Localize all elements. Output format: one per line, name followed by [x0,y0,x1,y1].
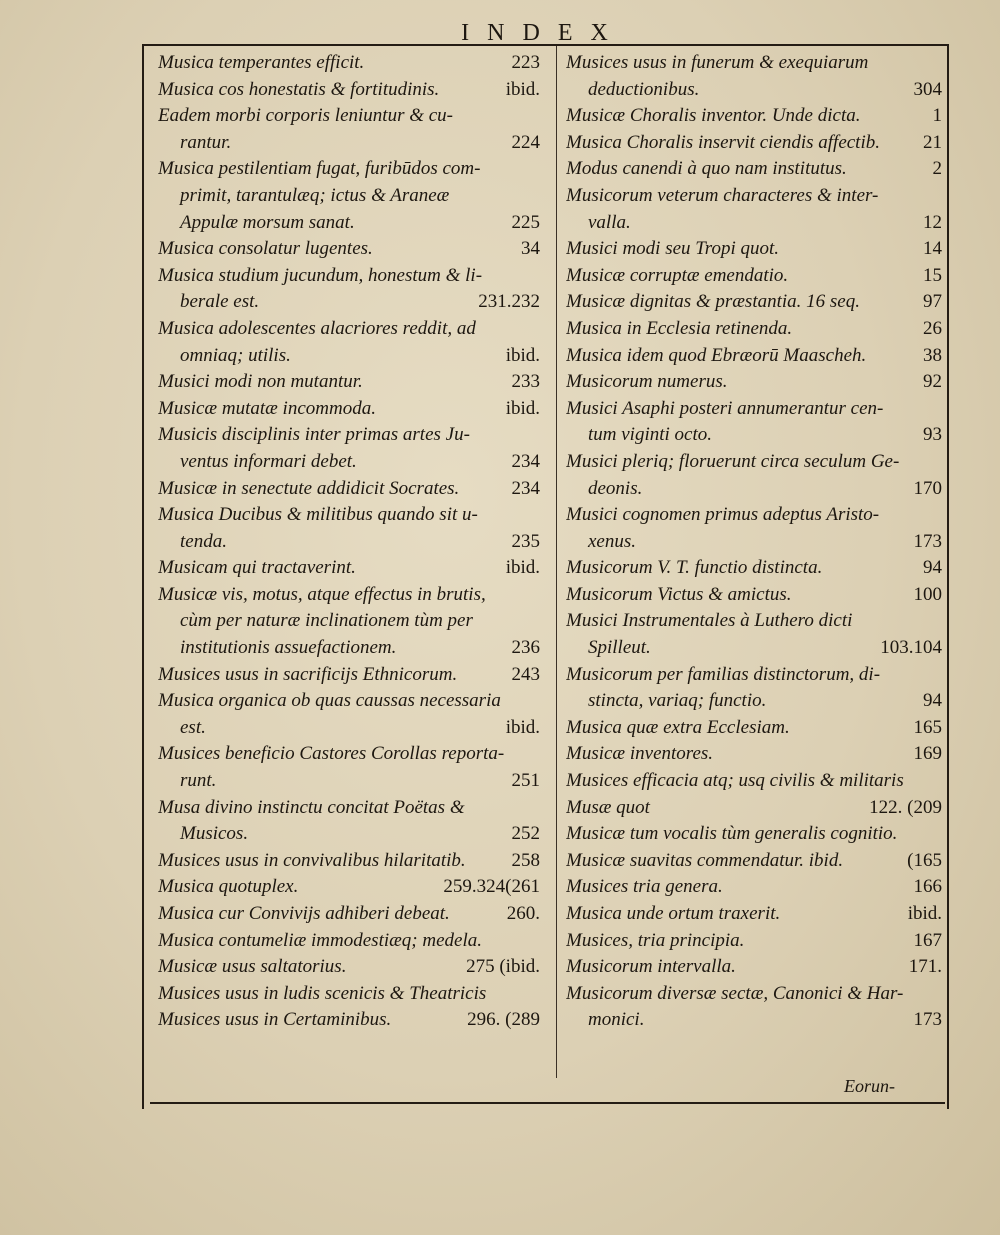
entry-text: Musicæ in senectute addidicit Socrates. [158,477,460,499]
index-entry [158,502,540,555]
entry-line [158,848,540,875]
page-reference: 235 [511,530,540,552]
entry-line [566,77,942,104]
entry-text: Appulæ morsum sanat. [180,211,355,233]
page-reference: 14 [923,238,942,260]
entry-line [158,821,540,848]
entry-line [566,688,942,715]
entry-line [158,688,540,715]
entry-text: Musicæ usus saltatorius. [158,956,347,978]
index-entry [158,741,540,794]
entry-line [566,981,942,1008]
entry-text: Musica temperantes efficit. [158,52,365,73]
index-entry [158,928,540,955]
entry-line [158,77,540,104]
entry-line [566,236,942,263]
page-reference: 304 [913,78,942,100]
entry-line [158,715,540,742]
entry-line [158,476,540,503]
page-reference: 252 [511,823,540,845]
entry-text: valla. [588,211,631,233]
index-entry [566,263,942,290]
page-reference: 170 [913,477,942,499]
entry-line [158,954,540,981]
entry-text: tum viginti octo. [588,424,713,446]
entry-text: Musica organica ob quas caussas necessaria [158,690,501,712]
page-reference: ibid. [907,903,942,924]
page-reference: 234 [511,477,540,499]
entry-line [158,103,540,130]
entry-text: primit, tarantulæq; ictus & Araneæ [180,184,450,206]
index-entry [158,396,540,423]
page-reference: 173 [913,1009,942,1031]
entry-line [566,715,942,742]
entry-line [158,582,540,609]
index-entry [158,555,540,582]
page-reference: 251 [511,770,540,792]
entry-line [566,502,942,529]
page-reference: 2 [932,158,942,180]
index-entry [566,582,942,609]
index-entry [158,369,540,396]
index-entry [158,848,540,875]
entry-text: omniaq; utilis. [180,344,291,366]
page-reference: 171. [908,956,942,978]
entry-text: Musa divino instinctu concitat Poëtas & [158,796,465,818]
entry-line [566,582,942,609]
entry-text: Musicos. [180,823,249,845]
entry-text: Musica Ducibus & militibus quando sit u- [158,504,478,526]
bottom-rule [150,1102,945,1104]
catchword: Eorun- [844,1076,895,1096]
entry-text: Musices usus in sacrificijs Ethnicorum. [158,663,458,685]
entry-text: rantur. [180,131,232,153]
index-entry [158,795,540,848]
entry-text: Musica pestilentiam fugat, furibūdos com- [158,158,481,180]
index-entry [158,422,540,475]
entry-line [158,529,540,556]
entry-line [566,848,942,875]
entry-line [566,795,942,822]
index-entry [566,848,942,875]
entry-line [566,662,942,689]
index-entry [158,77,540,104]
entry-line [158,422,540,449]
page-reference: 236 [511,637,540,659]
entry-text: deonis. [588,477,643,499]
entry-line [566,263,942,290]
index-entry [158,662,540,689]
entry-text: Musici pleriq; floruerunt circa seculum Ge- [566,450,900,472]
entry-text: Musicæ tum vocalis tùm generalis cognitio. [566,823,898,845]
entry-text: Musica quæ extra Ecclesiam. [566,716,790,738]
index-entry [158,582,540,662]
entry-line [158,210,540,237]
entry-text: Spilleut. [588,637,651,659]
entry-line [566,901,942,928]
entry-line [158,343,540,370]
entry-line [158,369,540,396]
entry-line [158,289,540,316]
page-reference: (165 [907,849,942,871]
entry-line [158,396,540,423]
entry-line [566,369,942,396]
entry-text: Musices usus in funerum & exequiarum [566,52,869,73]
index-entry [566,928,942,955]
page-reference: 259.324(261 [443,876,540,898]
index-entry [566,396,942,449]
index-entry [566,183,942,236]
index-column-left [158,50,540,1034]
entry-text: Musices usus in Certaminibus. [158,1009,392,1031]
entry-line [158,130,540,157]
index-entry [566,50,942,103]
entry-text: Musica cos honestatis & fortitudinis. [158,78,440,100]
entry-line [566,928,942,955]
page-reference: 1 [932,105,942,127]
page-reference: 167 [913,929,942,951]
entry-line [566,103,942,130]
index-entry [158,50,540,77]
entry-text: deductionibus. [588,78,700,100]
index-entry [566,502,942,555]
page-reference: ibid. [505,557,540,579]
page-reference: 12 [923,211,942,233]
entry-text: runt. [180,770,217,792]
index-entry [158,874,540,901]
entry-text: Musici cognomen primus adeptus Aristo- [566,504,880,526]
entry-line [566,343,942,370]
page-reference: 15 [923,264,942,286]
page-reference: 234 [511,450,540,472]
entry-text: Musica unde ortum traxerit. [566,903,781,924]
entry-line [566,289,942,316]
index-entry [566,555,942,582]
entry-text: est. [180,716,206,738]
entry-line [566,608,942,635]
page-reference: 103.104 [880,637,942,659]
index-entry [158,316,540,369]
entry-line [158,555,540,582]
entry-text: Musices, tria principia. [566,929,745,951]
page-reference: ibid. [505,397,540,419]
entry-line [158,795,540,822]
page-reference: 173 [913,530,942,552]
index-entry [566,715,942,742]
entry-text: Musica idem quod Ebræorū Maascheh. [566,344,867,366]
index-column-right [566,50,942,1034]
entry-line [158,635,540,662]
column-divider [556,46,557,1078]
page-reference: 97 [923,291,942,313]
entry-line [566,555,942,582]
entry-text: Musica consolatur lugentes. [158,238,373,260]
entry-line [158,874,540,901]
page-header: INDEX [461,20,626,46]
index-entry [158,263,540,316]
entry-line [566,449,942,476]
entry-line [158,608,540,635]
page-reference: 122. (209 [869,796,942,818]
entry-text: xenus. [588,530,637,552]
entry-text: Musicam qui tractaverint. [158,557,356,579]
entry-text: Musices usus in ludis scenicis & Theatricis [158,982,487,1004]
page-reference: 94 [923,557,942,579]
entry-text: Musica Choralis inservit ciendis affectib. [566,131,880,153]
entry-line [158,236,540,263]
index-entry [158,156,540,236]
entry-text: Musica cur Convivijs adhiberi debeat. [158,903,450,924]
page-reference: 34 [521,238,540,260]
index-entry [566,156,942,183]
index-entry [566,981,942,1034]
page-reference: 26 [923,317,942,339]
entry-text: Musicæ corruptæ emendatio. [566,264,789,286]
index-entry [158,954,540,981]
entry-text: Musices efficacia atq; usq civilis & militaris [566,770,904,792]
page-reference: 94 [923,690,942,712]
entry-line [566,874,942,901]
page-reference: ibid. [505,78,540,100]
entry-line [158,1007,540,1034]
index-entry [158,476,540,503]
entry-line [566,635,942,662]
entry-line [566,316,942,343]
entry-text: Musicæ suavitas commendatur. ibid. [566,849,844,871]
entry-text: Musica quotuplex. [158,876,299,898]
entry-line [158,183,540,210]
index-entry [566,874,942,901]
entry-text: tenda. [180,530,227,552]
entry-text: Musices tria genera. [566,876,723,898]
entry-line [566,954,942,981]
page-reference: 223 [511,52,540,73]
entry-text: Musici Asaphi posteri annumerantur cen- [566,397,884,419]
index-entry [566,449,942,502]
entry-line [158,449,540,476]
index-entry [158,103,540,156]
entry-text: Musica studium jucundum, honestum & li- [158,264,483,286]
entry-text: institutionis assuefactionem. [180,637,397,659]
entry-line [158,156,540,183]
entry-text: Musica contumeliæ immodestiæq; medela. [158,929,483,951]
entry-text: Musicæ vis, motus, atque effectus in brutis, [158,583,486,605]
entry-text: monici. [588,1009,645,1031]
entry-text: Eadem morbi corporis leniuntur & cu- [158,105,454,127]
entry-line [158,901,540,928]
page-reference: ibid. [505,716,540,738]
entry-text: Musicorum V. T. functio distincta. [566,557,823,579]
entry-line [566,130,942,157]
entry-text: Musici modi seu Tropi quot. [566,238,780,260]
entry-line [566,1007,942,1034]
entry-line [158,768,540,795]
index-entry [566,343,942,370]
entry-text: Musicæ Choralis inventor. Unde dicta. [566,105,861,127]
page-reference: 260. [506,903,540,924]
page-reference: 165 [913,716,942,738]
entry-text: Musices usus in convivalibus hilaritatib. [158,849,466,871]
index-entry [158,1007,540,1034]
entry-line [566,183,942,210]
index-entry [566,608,942,661]
page-reference: 93 [923,424,942,446]
index-entry [566,954,942,981]
entry-line [566,396,942,423]
page-reference: 92 [923,371,942,393]
entry-text: Musicorum numerus. [566,371,728,393]
index-entry [566,289,942,316]
entry-text: Musici Instrumentales à Luthero dicti [566,610,853,632]
entry-line [566,741,942,768]
entry-text: Musices beneficio Castores Corollas reporta- [158,743,505,765]
entry-text: ventus informari debet. [180,450,357,472]
index-entry [566,741,942,768]
page-reference: 258 [511,849,540,871]
index-entry [566,369,942,396]
index-entry [158,688,540,741]
entry-text: berale est. [180,291,260,313]
entry-text: Musicorum per familias distinctorum, di- [566,663,881,685]
entry-text: Musæ quot [566,796,650,818]
entry-line [566,422,942,449]
entry-text: Modus canendi à quo nam institutus. [566,158,847,180]
page-reference: 166 [913,876,942,898]
entry-line [158,981,540,1008]
entry-text: Musicorum veterum characteres & inter- [566,184,879,206]
entry-text: stincta, variaq; functio. [588,690,767,712]
entry-text: Musicæ inventores. [566,743,714,765]
entry-text: Musicis disciplinis inter primas artes Ju- [158,424,470,446]
page-reference: 100 [913,583,942,605]
entry-line [158,502,540,529]
entry-line [566,768,942,795]
page-reference: 243 [511,663,540,685]
entry-text: Musica in Ecclesia retinenda. [566,317,793,339]
entry-line [158,50,540,77]
entry-text: Musica adolescentes alacriores reddit, ad [158,317,476,339]
index-entry [158,981,540,1008]
page-reference: ibid. [505,344,540,366]
index-entry [566,130,942,157]
index-entry [566,103,942,130]
entry-line [158,316,540,343]
page-reference: 38 [923,344,942,366]
entry-text: Musicæ mutatæ incommoda. [158,397,376,419]
entry-text: Musici modi non mutantur. [158,371,363,393]
page-reference: 224 [511,131,540,153]
entry-line [566,156,942,183]
index-entry [566,901,942,928]
entry-line [566,529,942,556]
page-reference: 21 [923,131,942,153]
entry-text: Musicæ dignitas & præstantia. 16 seq. [566,291,860,313]
page-reference: 231.232 [478,291,540,313]
index-entry [566,768,942,795]
index-entry [566,662,942,715]
page-reference: 225 [511,211,540,233]
entry-text: Musicorum diversæ sectæ, Canonici & Har- [566,982,904,1004]
entry-line [158,928,540,955]
entry-line [566,821,942,848]
entry-line [158,662,540,689]
page-reference: 275 (ibid. [466,956,540,978]
entry-line [566,210,942,237]
entry-line [566,476,942,503]
index-entry [566,821,942,848]
entry-line [158,741,540,768]
page-reference: 296. (289 [467,1009,540,1031]
entry-text: Musicorum intervalla. [566,956,736,978]
entry-line [566,50,942,77]
index-entry [566,795,942,822]
page-reference: 233 [511,371,540,393]
entry-text: cùm per naturæ inclinationem tùm per [180,610,473,632]
index-entry [158,236,540,263]
index-entry [566,316,942,343]
entry-text: Musicorum Victus & amictus. [566,583,792,605]
entry-line [158,263,540,290]
index-entry [566,236,942,263]
page-reference: 169 [913,743,942,765]
index-entry [158,901,540,928]
